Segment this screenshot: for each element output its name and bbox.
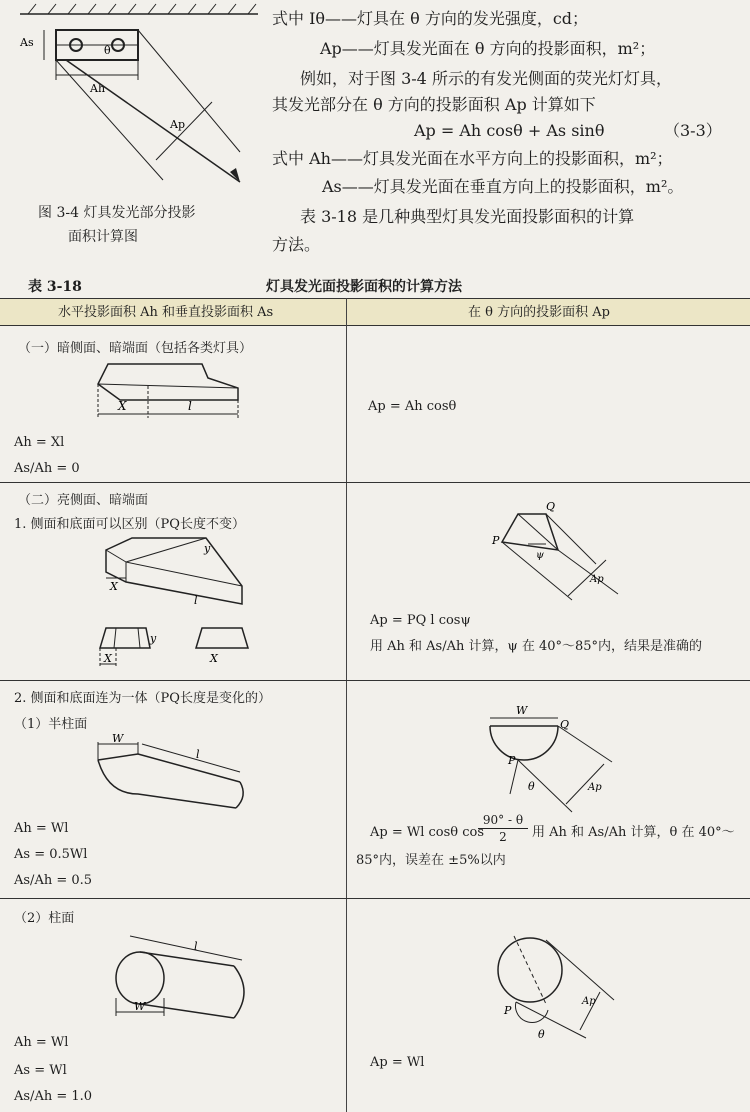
- formula-3-3: Ap = Ah cosθ + As sinθ: [414, 121, 605, 140]
- sec1-ratio: As/Ah = 0: [14, 461, 80, 476]
- text-line-7: As——灯具发光面在垂直方向上的投影面积，m²。: [322, 177, 684, 196]
- fig-label-theta: θ: [104, 44, 111, 57]
- sec2-diagram-ap: [472, 500, 622, 604]
- sec3-diagram-ap: [484, 704, 634, 816]
- figure-3-4: [8, 0, 270, 200]
- fig-label-ah: Ah: [90, 82, 106, 95]
- sec2-label-x-b: X: [104, 652, 112, 665]
- table-col1-header: 水平投影面积 Ah 和垂直投影面积 As: [58, 305, 274, 320]
- sec2-label-x-c: X: [210, 652, 218, 665]
- sec3-label-theta: θ: [528, 780, 535, 793]
- table-col2-header: 在 θ 方向的投影面积 Ap: [468, 305, 610, 320]
- sec3-ap-line2: 85°内，误差在 ±5%以内: [356, 853, 506, 868]
- sec3-label-p: P: [508, 754, 516, 767]
- sec3-label-w: W: [112, 732, 124, 745]
- table-number: 表 3-18: [28, 279, 82, 295]
- sec3-ratio: As/Ah = 0.5: [14, 873, 93, 888]
- table-title: 灯具发光面投影面积的计算方法: [266, 279, 462, 295]
- sec2-note: 用 Ah 和 As/Ah 计算，ψ 在 40°～85°内，结果是准确的: [370, 639, 703, 654]
- sec4-ratio: As/Ah = 1.0: [14, 1089, 93, 1104]
- table-column-divider: [346, 298, 347, 1112]
- sec2-diagram-a: [96, 532, 256, 612]
- sec3-ap-prefix: Ap = Wl cosθ cos: [370, 825, 485, 840]
- sec2-sub1: 1. 侧面和底面可以区别（PQ长度不变）: [14, 517, 245, 532]
- sec2-label-ap: Ap: [590, 574, 604, 585]
- sec2-label-p: P: [492, 534, 500, 547]
- sec3-label-l: l: [196, 748, 200, 761]
- text-line-8: 表 3-18 是几种典型灯具发光面投影面积的计算: [300, 207, 635, 226]
- sec4-diagram-ap: [486, 930, 636, 1042]
- sec4-label-theta: θ: [538, 1028, 545, 1041]
- text-line-4: 其发光部分在 θ 方向的投影面积 Ap 计算如下: [272, 95, 596, 114]
- sec4-label-l: l: [194, 940, 198, 953]
- sec4-sub2b: （2）柱面: [14, 911, 75, 926]
- figure-caption-line2: 面积计算图: [68, 229, 138, 245]
- sec4-label-ap: Ap: [582, 996, 596, 1007]
- sec3-sub2a: （1）半柱面: [14, 717, 88, 732]
- sec2-diagram-b: [92, 616, 252, 676]
- sec1-ap: Ap = Ah cosθ: [368, 399, 457, 414]
- text-line-3: 例如，对于图 3-4 所示的有发光侧面的荧光灯灯具，: [300, 69, 672, 88]
- sec3-diagram: [88, 732, 258, 818]
- text-line-6: 式中 Ah——灯具发光面在水平方向上的投影面积，m²；: [272, 149, 673, 168]
- sec1-label-l: l: [188, 399, 192, 413]
- sec4-label-w: W: [134, 1000, 146, 1013]
- sec1-label-x: X: [118, 399, 127, 413]
- sec2-label-y: y: [204, 542, 211, 555]
- sec2-heading: （二）亮侧面、暗端面: [18, 493, 149, 508]
- sec4-ap: Ap = Wl: [370, 1055, 425, 1070]
- sec2-ap: Ap = PQ l cosψ: [370, 613, 471, 628]
- sec3-sub2: 2. 侧面和底面连为一体（PQ长度是变化的）: [14, 691, 271, 706]
- sec4-diagram: [104, 926, 264, 1022]
- sec4-ah: Ah = Wl: [14, 1035, 69, 1050]
- sec3-ap-suffix: 用 Ah 和 As/Ah 计算，θ 在 40°～: [532, 825, 735, 840]
- sec3-as: As = 0.5Wl: [14, 847, 88, 862]
- text-line-9: 方法。: [272, 235, 321, 254]
- table-header-rule: [0, 325, 750, 326]
- sec1-heading: （一）暗侧面、暗端面（包括各类灯具）: [18, 341, 253, 356]
- sec1-diagram: [90, 356, 250, 426]
- sec2-label-y-b: y: [150, 632, 157, 645]
- sec2-label-psi: ψ: [536, 550, 544, 561]
- fig-label-as: As: [20, 36, 34, 49]
- sec3-label-ap: Ap: [588, 782, 602, 793]
- sec2-label-l: l: [194, 594, 198, 607]
- figure-caption-line1: 图 3-4 灯具发光部分投影: [38, 205, 196, 221]
- formula-number: （3-3）: [664, 121, 722, 140]
- sec1-ah: Ah = Xl: [14, 435, 65, 450]
- sec3-label-w-ap: W: [516, 704, 528, 717]
- sec2-divider: [0, 680, 750, 681]
- sec3-divider: [0, 898, 750, 899]
- sec3-ap-fraction: [478, 812, 528, 845]
- sec3-ap-fraction-den: 2: [499, 830, 507, 844]
- sec1-divider: [0, 482, 750, 483]
- sec3-label-q: Q: [560, 718, 570, 731]
- sec2-label-x-a: X: [110, 580, 118, 593]
- text-line-1: 式中 Iθ——灯具在 θ 方向的发光强度，cd；: [272, 9, 589, 28]
- sec3-ap-fraction-num: 90° - θ: [478, 812, 528, 829]
- text-line-2: Ap——灯具发光面在 θ 方向的投影面积，m²；: [320, 39, 656, 58]
- sec4-as: As = Wl: [14, 1063, 67, 1078]
- sec2-label-q: Q: [546, 500, 556, 513]
- fig-label-ap: Ap: [170, 118, 185, 131]
- table-top-rule: [0, 298, 750, 299]
- sec3-ah: Ah = Wl: [14, 821, 69, 836]
- sec4-label-p: P: [504, 1004, 512, 1017]
